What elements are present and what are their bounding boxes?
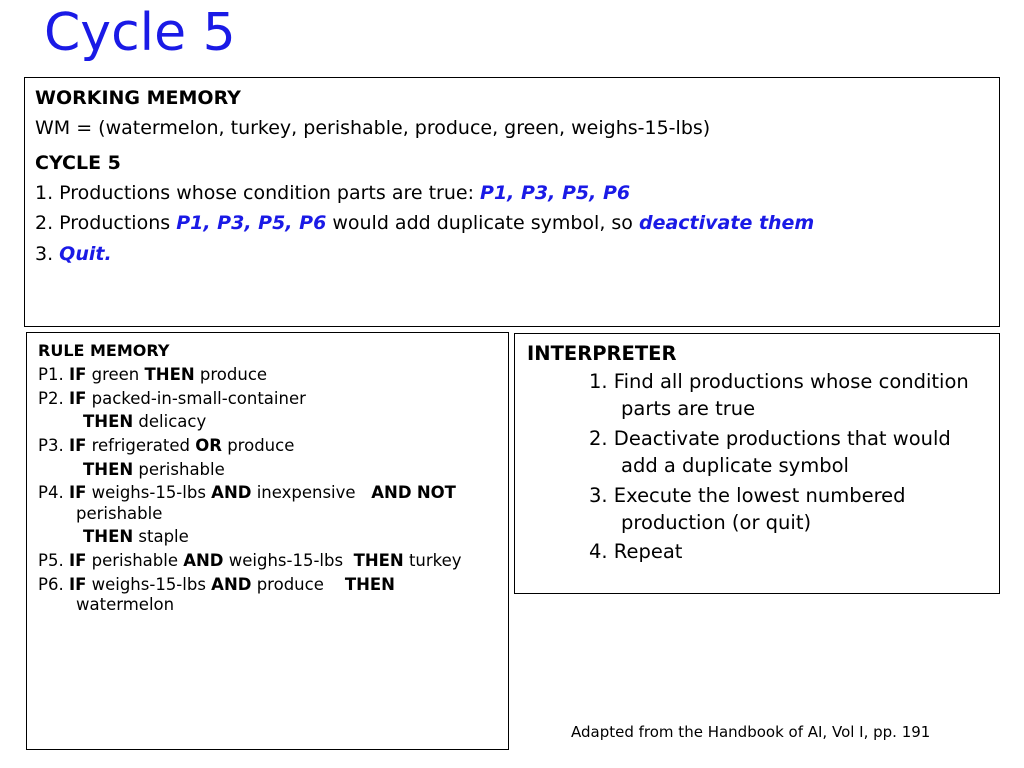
- keyword-and: AND: [211, 574, 252, 594]
- working-memory-heading: WORKING MEMORY: [35, 87, 241, 109]
- keyword-not: NOT: [416, 483, 456, 503]
- rule-p2-label: P2.: [38, 388, 69, 408]
- rule-p1-condition: green: [86, 365, 145, 384]
- rule-memory-heading: RULE MEMORY: [38, 341, 170, 360]
- cycle-step-1-productions: P1, P3, P5, P6: [480, 181, 631, 204]
- keyword-then: THEN: [144, 365, 195, 384]
- rule-p4-condition-b: inexpensive: [251, 483, 372, 503]
- interpreter-box: [514, 333, 1000, 594]
- rule-p4: [38, 483, 497, 524]
- rule-p3-condition-a: refrigerated: [86, 435, 196, 455]
- rule-p2: [38, 389, 497, 410]
- rule-p3-result: perishable: [133, 459, 225, 479]
- rule-p3: [38, 436, 497, 457]
- interpreter-step-4: 4. Repeat: [589, 540, 683, 564]
- cycle-step-3: [35, 242, 989, 266]
- interpreter-step-3: 3. Execute the lowest numbered production (or quit): [589, 483, 906, 534]
- rule-p4-label: P4.: [38, 483, 69, 503]
- rule-p4-result: staple: [133, 527, 189, 547]
- rule-p5-label: P5.: [38, 551, 69, 570]
- interpreter-steps: [527, 369, 987, 566]
- cycle-step-2-productions: P1, P3, P5, P6: [176, 212, 327, 235]
- interpreter-step-2: 2. Deactivate productions that would add a duplicate symbol: [589, 426, 951, 477]
- rule-p1-result: produce: [194, 365, 268, 384]
- keyword-if: IF: [68, 551, 87, 570]
- cycle-step-1-text: 1. Productions whose condition parts are true:: [35, 181, 481, 204]
- keyword-then: THEN: [83, 459, 134, 479]
- keyword-then: THEN: [83, 412, 134, 432]
- rule-p3-then: [38, 460, 497, 481]
- cycle-step-2-action: deactivate them: [638, 212, 815, 235]
- keyword-then: THEN: [344, 574, 395, 594]
- rule-p6-condition-a: weighs-15-lbs: [86, 574, 212, 594]
- cycle-step-3-action: Quit.: [59, 242, 112, 265]
- rule-p5-condition-b: weighs-15-lbs: [223, 551, 354, 570]
- rule-p6-condition-b: produce: [251, 574, 345, 594]
- keyword-and: AND: [211, 483, 252, 503]
- interpreter-heading: INTERPRETER: [527, 342, 677, 365]
- keyword-or: OR: [195, 435, 222, 455]
- cycle-step-2-middle: would add duplicate symbol, so: [326, 212, 639, 235]
- rule-p5-condition-a: perishable: [86, 551, 184, 570]
- rule-p1: [38, 365, 497, 386]
- wm-contents: WM = (watermelon, turkey, perishable, produce, green, weighs-15-lbs): [35, 117, 711, 140]
- rule-p4-condition-c: perishable: [76, 503, 163, 523]
- cycle-step-2-text: 2. Productions: [35, 212, 177, 235]
- keyword-if: IF: [68, 388, 87, 408]
- rule-p6-label: P6.: [38, 574, 69, 594]
- rule-p2-then: [38, 412, 497, 433]
- working-memory-box: [24, 77, 1000, 327]
- rule-p6-result: watermelon: [76, 595, 175, 615]
- rule-p2-result: delicacy: [133, 412, 207, 432]
- rule-p6: [38, 575, 497, 616]
- keyword-and: AND: [183, 551, 224, 570]
- rule-p3-condition-b: produce: [221, 435, 295, 455]
- rule-p5: [38, 551, 497, 572]
- cycle-step-3-number: 3.: [35, 242, 60, 265]
- slide-title: Cycle 5: [44, 3, 236, 63]
- rule-p4-then: [38, 527, 497, 548]
- source-footnote: Adapted from the Handbook of AI, Vol I, pp. 191: [571, 723, 931, 741]
- interpreter-step-1: 1. Find all productions whose condition parts are true: [589, 370, 969, 420]
- keyword-if: IF: [68, 574, 87, 594]
- rule-p2-condition: packed-in-small-container: [86, 388, 306, 408]
- keyword-then: THEN: [83, 527, 134, 547]
- rule-memory-box: [26, 332, 509, 750]
- keyword-and: AND: [371, 483, 412, 503]
- cycle-step-1: [35, 181, 989, 205]
- keyword-if: IF: [68, 483, 87, 503]
- keyword-if: IF: [68, 435, 87, 455]
- cycle-step-2: [35, 211, 989, 235]
- rule-p1-label: P1.: [38, 365, 69, 384]
- cycle-heading: CYCLE 5: [35, 151, 121, 174]
- keyword-then: THEN: [353, 551, 404, 570]
- rule-p5-result: turkey: [403, 551, 462, 570]
- keyword-if: IF: [68, 365, 87, 384]
- rule-p4-condition-a: weighs-15-lbs: [86, 483, 212, 503]
- rule-p3-label: P3.: [38, 435, 69, 455]
